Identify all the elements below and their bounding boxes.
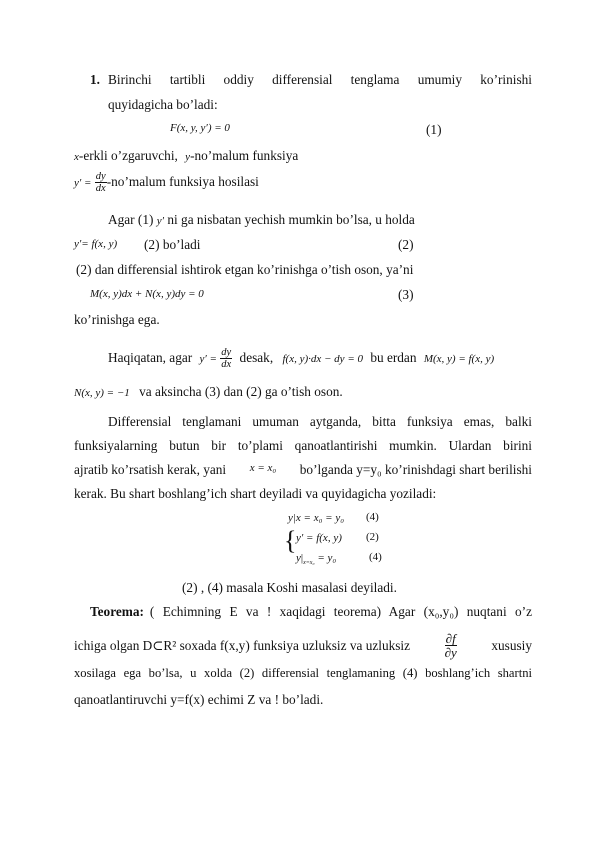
teorema-line3: xosilaga ega bo’lsa, u xolda (2) differensial tenglamaning (4) boshlang’ich shartni	[74, 666, 532, 680]
teorema-label: Teorema:	[90, 604, 144, 619]
line-ega: ko’rinishga ega.	[74, 312, 160, 327]
line-haqiqatan: Haqiqatan, agar y′ = $\frac{dy}{dx}$ desak, f(x, y)·dx − dy = 0 bu erdan M(x, y) = f(x, y)	[108, 347, 495, 371]
equation-2-text: (2) bo’ladi	[144, 237, 201, 252]
system-eq-b: $y|_{x=x_0} = y_0$	[296, 552, 337, 567]
item1-line2: quyidagicha bo’ladi:	[108, 97, 218, 112]
equation-4-number: (4)	[366, 511, 379, 523]
equation-4: y|x = x₀ = y₀	[288, 512, 345, 524]
var-x-desc: -erkli o’zgaruvchi,	[78, 148, 178, 163]
para-line1: Differensial tenglamani umuman aytganda, bitta funksiya emas, balki	[108, 414, 532, 429]
line-variables	[74, 148, 298, 164]
system-eq-a: y′ = f(x, y)	[296, 532, 342, 544]
para-line4: kerak. Bu shart boshlang’ich shart deyiladi va quyidagicha yoziladi:	[74, 486, 437, 501]
equation-1: F(x, y, y′) = 0	[170, 122, 230, 134]
teorema-line1: Teorema: ( Echimning E va ! xaqidagi teorema) Agar (x₀,y₀) nuqtani o’z	[90, 604, 532, 619]
equation-2: y′= f(x, y)	[74, 238, 118, 250]
var-x: x	[74, 151, 79, 163]
deriv-lhs: y′ =	[74, 177, 92, 189]
koshi-line: (2) , (4) masala Koshi masalasi deyiladi.	[182, 580, 397, 595]
line-N: N(x, y) = −1 va aksincha (3) dan (2) ga o’tish oson.	[74, 384, 343, 399]
system-eq-b-number: (4)	[369, 551, 382, 563]
item1-line1: Birinchi tartibli oddiy differensial tenglama umumiy ko’rinishi	[108, 72, 532, 87]
para-line3: ajratib ko’rsatish kerak, yani x = x₀ bo’lganda y=y₀ ko’rinishdagi shart berilishi	[74, 462, 532, 477]
var-y: y	[185, 151, 191, 163]
line-derivative	[74, 170, 259, 195]
equation-3-number: (3)	[398, 287, 414, 302]
equation-2-number: (2)	[398, 237, 414, 252]
partial-fraction: $\frac{\partial f}{\partial y}$	[444, 631, 457, 660]
item-number: 1.	[90, 72, 100, 87]
deriv-desc: -no’malum funksiya hosilasi	[106, 174, 259, 189]
deriv-fraction: $\frac{dy}{dx}$	[95, 171, 106, 195]
para-line2: funksiyalarning butun bir to’plami qanoatlantirishi mumkin. Ulardan birini	[74, 438, 532, 453]
system-eq-a-number: (2)	[366, 531, 379, 543]
system-brace: {	[284, 526, 297, 555]
teorema-line4: qanoatlantiruvchi y=f(x) echimi Z va ! bo’ladi.	[74, 692, 324, 707]
equation-1-number: (1)	[426, 122, 442, 137]
var-y-desc: -no’malum funksiya	[190, 148, 299, 163]
teorema-line2: ichiga olgan D⊂R² soxada f(x,y) funksiya uzluksiz va uzluksiz $\frac{\partial f}{\partial y}$ xususiy	[74, 631, 532, 660]
line-dan: (2) dan differensial ishtirok etgan ko’rinishga o’tish oson, ya’ni	[76, 262, 414, 277]
line-agar: Agar (1) y′ ni ga nisbatan yechish mumkin bo’lsa, u holda	[108, 212, 415, 227]
equation-3: M(x, y)dx + N(x, y)dy = 0	[90, 288, 204, 300]
haqiqatan-fraction: $\frac{dy}{dx}$	[221, 347, 232, 371]
var-yprime: y′	[156, 215, 165, 227]
